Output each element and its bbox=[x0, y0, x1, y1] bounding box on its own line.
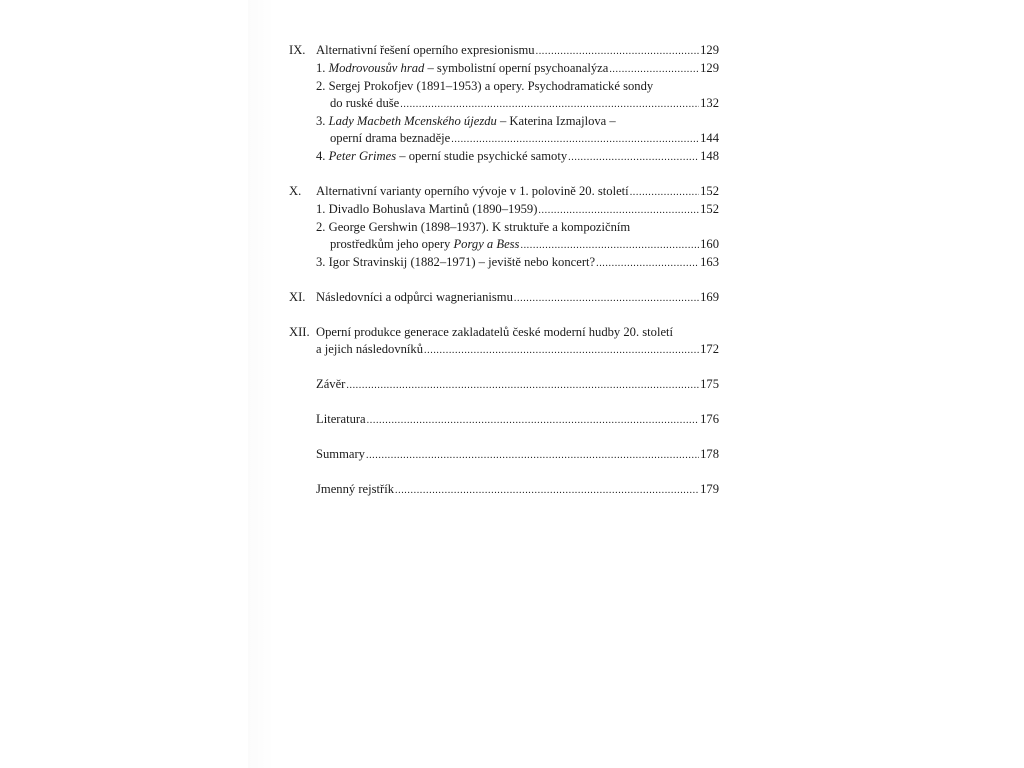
chapter-body bbox=[316, 289, 719, 307]
toc-entry[interactable] bbox=[316, 60, 719, 78]
chapter-x bbox=[289, 183, 719, 272]
chapter-title-line1[interactable]: Operní produkce generace zakladatelů české moderní hudby 20. století bbox=[316, 325, 674, 339]
entry-rest: – Katerina Izmajlova – bbox=[496, 114, 616, 128]
toc-entry-literatura[interactable] bbox=[289, 411, 719, 429]
page-number: 178 bbox=[700, 447, 719, 461]
entry-prefix: 1. bbox=[316, 61, 329, 75]
toc-entry-continuation[interactable] bbox=[316, 236, 719, 254]
page-edge-shade bbox=[248, 0, 274, 768]
page-number: 144 bbox=[700, 131, 719, 145]
chapter-ix bbox=[289, 42, 719, 166]
chapter-body bbox=[316, 183, 719, 272]
page-number: 152 bbox=[700, 202, 719, 216]
chapter-title: Alternativní řešení operního expresionismu bbox=[316, 43, 535, 57]
page-number: 152 bbox=[700, 184, 719, 198]
entry-italic-title: Porgy a Bess bbox=[453, 237, 520, 251]
entry-title: Summary bbox=[316, 447, 365, 461]
chapter-title: a jejich následovníků bbox=[316, 342, 424, 356]
leader-dots bbox=[520, 237, 699, 254]
chapter-number: XII. bbox=[289, 325, 310, 339]
leader-dots bbox=[395, 482, 699, 499]
chapter-number: X. bbox=[289, 184, 302, 198]
toc-entry-line1[interactable] bbox=[316, 113, 719, 130]
page-number: 129 bbox=[700, 61, 719, 75]
entry-title: operní drama beznaděje bbox=[330, 131, 451, 145]
entry-italic-title: Modrovousův hrad bbox=[328, 61, 425, 75]
entry-prefix: 3. bbox=[316, 114, 329, 128]
leader-dots bbox=[630, 184, 699, 201]
toc-entry-line1[interactable]: 2. Sergej Prokofjev (1891–1953) a opery. Psychodramatické sondy bbox=[316, 79, 654, 93]
page-number: 175 bbox=[700, 377, 719, 391]
leader-dots bbox=[400, 96, 699, 113]
leader-dots bbox=[538, 202, 699, 219]
chapter-number: IX. bbox=[289, 43, 306, 57]
entry-title: 1. Divadlo Bohuslava Martinů (1890–1959) bbox=[316, 202, 538, 216]
leader-dots bbox=[609, 61, 699, 78]
leader-dots bbox=[367, 412, 699, 429]
leader-dots bbox=[366, 447, 699, 464]
page-number: 179 bbox=[700, 482, 719, 496]
chapter-title-line[interactable] bbox=[316, 289, 719, 307]
entry-italic-title: Peter Grimes bbox=[328, 149, 397, 163]
chapter-title-line[interactable] bbox=[316, 183, 719, 201]
toc-entry-line1[interactable]: 2. George Gershwin (1898–1937). K struktuře a kompozičním bbox=[316, 220, 631, 234]
chapter-xii bbox=[289, 324, 719, 359]
page-number: 176 bbox=[700, 412, 719, 426]
toc-entry[interactable] bbox=[316, 148, 719, 166]
chapter-title-line[interactable] bbox=[316, 341, 719, 359]
page-number: 169 bbox=[700, 290, 719, 304]
entry-title: do ruské duše bbox=[330, 96, 400, 110]
entry-title bbox=[316, 148, 567, 165]
chapter-xi bbox=[289, 289, 719, 307]
page-number: 148 bbox=[700, 149, 719, 163]
entry-title: Jmenný rejstřík bbox=[316, 482, 394, 496]
toc-entry[interactable] bbox=[316, 254, 719, 272]
toc-entry-continuation[interactable] bbox=[316, 130, 719, 148]
leader-dots bbox=[346, 377, 699, 394]
page-number: 160 bbox=[700, 237, 719, 251]
entry-title: Literatura bbox=[316, 412, 366, 426]
entry-prefix: 4. bbox=[316, 149, 329, 163]
entry-prefix: prostředkům jeho opery bbox=[330, 237, 454, 251]
toc-entry-continuation[interactable] bbox=[316, 95, 719, 113]
page-number: 129 bbox=[700, 43, 719, 57]
page-number: 163 bbox=[700, 255, 719, 269]
leader-dots bbox=[568, 149, 699, 166]
page-number: 132 bbox=[700, 96, 719, 110]
entry-title: Závěr bbox=[316, 377, 346, 391]
entry-italic-title: Lady Macbeth Mcenského újezdu bbox=[328, 114, 497, 128]
toc-entry-summary[interactable] bbox=[289, 446, 719, 464]
chapter-title: Alternativní varianty operního vývoje v 1. polovině 20. století bbox=[316, 184, 629, 198]
leader-dots bbox=[596, 255, 699, 272]
leader-dots bbox=[514, 290, 699, 307]
entry-rest: – operní studie psychické samoty bbox=[396, 149, 568, 163]
chapter-title: Následovníci a odpůrci wagnerianismu bbox=[316, 290, 513, 304]
entry-title bbox=[330, 236, 519, 253]
toc-entry-zaver[interactable] bbox=[289, 376, 719, 394]
chapter-title-line[interactable] bbox=[316, 42, 719, 60]
entry-rest: – symbolistní operní psychoanalýza bbox=[424, 61, 609, 75]
entry-title bbox=[316, 60, 608, 77]
chapter-body bbox=[316, 324, 719, 359]
page-number: 172 bbox=[700, 342, 719, 356]
entry-title: 3. Igor Stravinskij (1882–1971) – jeviště nebo koncert? bbox=[316, 255, 596, 269]
toc-entry[interactable] bbox=[316, 201, 719, 219]
chapter-body bbox=[316, 42, 719, 166]
toc-entry-rejstrik[interactable] bbox=[289, 481, 719, 499]
leader-dots bbox=[451, 131, 699, 148]
leader-dots bbox=[424, 342, 699, 359]
table-of-contents bbox=[289, 42, 719, 516]
chapter-number: XI. bbox=[289, 290, 306, 304]
leader-dots bbox=[536, 43, 700, 60]
